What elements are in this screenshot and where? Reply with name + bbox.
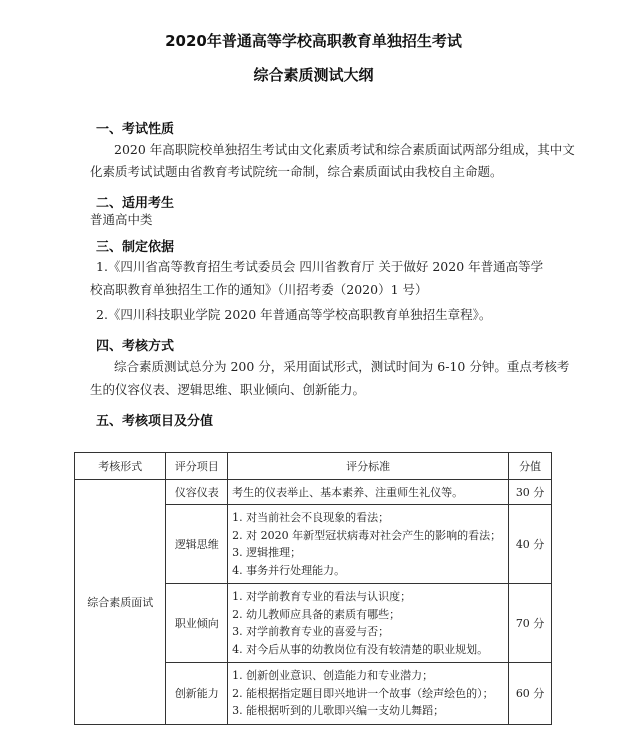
criteria-line: 4. 对今后从事的幼教岗位有没有较清楚的职业规划。 [232, 642, 489, 656]
criteria-line: 4. 事务并行处理能力。 [232, 563, 346, 577]
criteria-cell [228, 505, 509, 584]
section-2-heading: 二、适用考生 [96, 196, 175, 211]
section-4-para-line1: 综合素质测试总分为 200 分，采用面试形式，测试时间为 6-10 分钟。重点考核考 [114, 359, 570, 374]
table-header-row [75, 453, 552, 480]
section-2-text: 普通高中类 [90, 212, 153, 227]
criteria-line: 1. 创新创业意识、创造能力和专业潜力； [232, 669, 434, 682]
score-cell: 60 分 [509, 663, 552, 725]
item-cell: 仪容仪表 [166, 480, 228, 505]
score-cell: 30 分 [509, 480, 552, 505]
criteria-cell: 考生的仪表举止、基本素养、注重师生礼仪等。 [228, 480, 509, 505]
section-1-para-line2: 化素质考试试题由省教育考试院统一命制，综合素质面试由我校自主命题。 [90, 164, 503, 179]
section-3-item1-line2: 校高职教育单独招生工作的通知》（川招考委（2020）1 号） [90, 282, 428, 297]
criteria-line: 2. 能根据指定题目即兴地讲一个故事（绘声绘色的）； [232, 686, 494, 700]
criteria-line: 1. 对当前社会不良现象的看法； [232, 511, 390, 524]
form-cell: 综合素质面试 [75, 480, 166, 725]
header-criteria: 评分标准 [228, 453, 509, 480]
assessment-table [74, 452, 552, 725]
section-5-heading: 五、考核项目及分值 [96, 414, 214, 429]
document-title: 2020年普通高等学校高职教育单独招生考试 [165, 32, 462, 50]
header-form: 考核形式 [75, 453, 166, 480]
score-cell: 70 分 [509, 584, 552, 663]
table-row [75, 480, 552, 505]
header-item: 评分项目 [166, 453, 228, 480]
section-4-para-line2: 生的仪容仪表、逻辑思维、职业倾向、创新能力。 [90, 382, 366, 397]
section-3-item2: 2.《四川科技职业学院 2020 年普通高等学校高职教育单独招生章程》。 [96, 307, 492, 322]
document-subtitle: 综合素质测试大纲 [253, 66, 374, 84]
criteria-cell [228, 584, 509, 663]
criteria-line: 3. 逻辑推理； [232, 546, 302, 559]
criteria-line: 3. 能根据听到的儿歌即兴编一支幼儿舞蹈； [232, 704, 445, 717]
section-3-item1-line1: 1.《四川省高等教育招生考试委员会 四川省教育厅 关于做好 2020 年普通高等学 [96, 259, 544, 274]
criteria-line: 3. 对学前教育专业的喜爱与否； [232, 625, 390, 638]
criteria-line: 2. 幼儿教师应具备的素质有哪些； [232, 607, 401, 621]
section-1-heading: 一、考试性质 [96, 122, 175, 137]
criteria-cell [228, 663, 509, 725]
criteria-line: 2. 对 2020 年新型冠状病毒对社会产生的影响的看法； [232, 528, 502, 542]
item-cell: 创新能力 [166, 663, 228, 725]
criteria-line: 1. 对学前教育专业的看法与认识度； [232, 590, 412, 603]
score-cell: 40 分 [509, 505, 552, 584]
section-4-heading: 四、考核方式 [96, 339, 175, 354]
section-3-heading: 三、制定依据 [96, 240, 175, 255]
header-score: 分值 [509, 453, 552, 480]
item-cell: 逻辑思维 [166, 505, 228, 584]
item-cell: 职业倾向 [166, 584, 228, 663]
section-1-para-line1: 2020 年高职院校单独招生考试由文化素质考试和综合素质面试两部分组成，其中文 [114, 142, 575, 157]
